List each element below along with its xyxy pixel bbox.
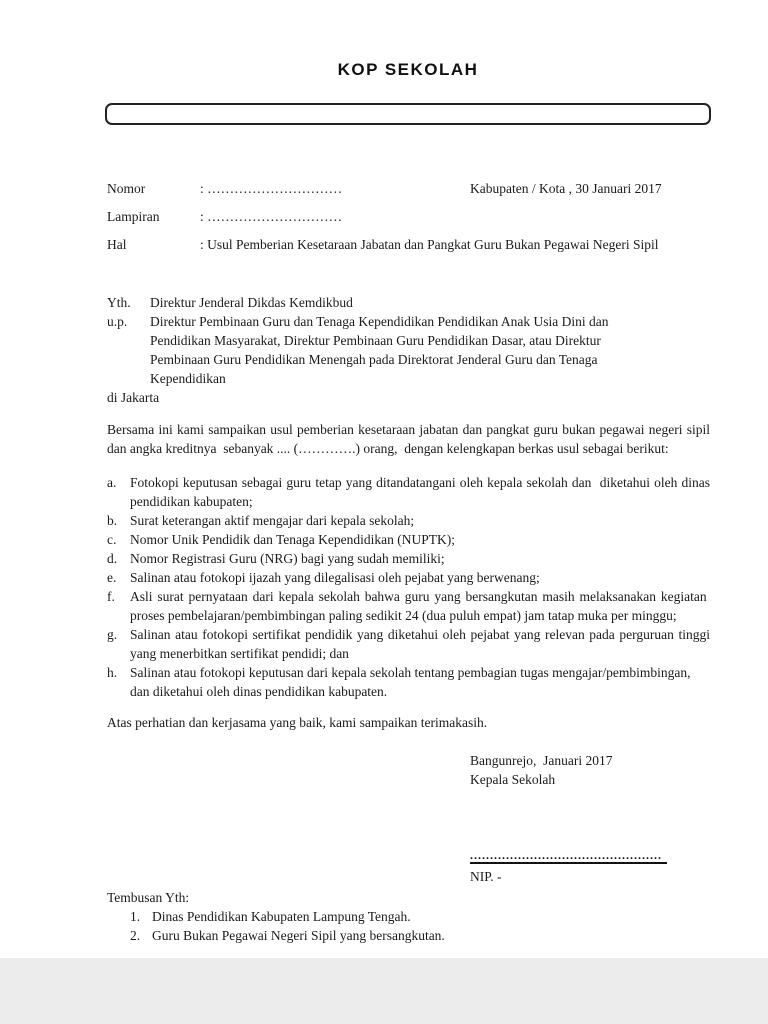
meta-label-lampiran: Lampiran [107, 209, 160, 224]
tembusan-item-text: Dinas Pendidikan Kabupaten Lampung Tengah. [152, 909, 411, 924]
yth-value: Direktur Jenderal Dikdas Kemdikbud [150, 295, 353, 310]
item-text: Nomor Registrasi Guru (NRG) bagi yang sudah memiliki; [130, 551, 445, 566]
item-letter: a. [107, 475, 117, 490]
yth-label: Yth. [107, 295, 131, 310]
tembusan-item-number: 2. [130, 928, 141, 943]
meta-value-nomor: : ………………………… [200, 181, 343, 196]
list-item [107, 568, 710, 587]
requirements-list [107, 473, 710, 701]
item-letter: d. [107, 551, 118, 566]
list-item [107, 625, 710, 663]
list-item [107, 587, 710, 625]
signature-place-date: Bangunrejo, Januari 2017 [470, 753, 613, 768]
signature-dotted-line: ................................................ [470, 849, 667, 864]
list-item [107, 473, 710, 511]
list-item [107, 663, 710, 701]
item-text: Salinan atau fotokopi keputusan dari kepala sekolah tentang pembagian tugas mengajar/pembimbingan, dan diketahui oleh dinas pendidikan kabupaten. [130, 665, 691, 699]
tembusan-item [107, 907, 710, 926]
page-bottom-gap [0, 958, 768, 1024]
tembusan-block [107, 888, 710, 945]
recipient-city: di Jakarta [107, 390, 160, 405]
closing-paragraph: Atas perhatian dan kerjasama yang baik, kami sampaikan terimakasih. [107, 715, 488, 730]
item-text: Nomor Unik Pendidik dan Tenaga Kependidikan (NUPTK); [130, 532, 455, 547]
item-letter: g. [107, 627, 118, 642]
item-letter: b. [107, 513, 118, 528]
item-text: Surat keterangan aktif mengajar dari kepala sekolah; [130, 513, 415, 528]
tembusan-item-number: 1. [130, 909, 141, 924]
recipient-up-row [107, 312, 710, 388]
meta-label-nomor: Nomor [107, 181, 146, 196]
signature-role: Kepala Sekolah [470, 772, 556, 787]
date-place: Kabupaten / Kota , 30 Januari 2017 [470, 181, 662, 196]
item-letter: f. [107, 589, 115, 604]
up-line: Pembinaan Guru Pendidikan Menengah pada Direktorat Jenderal Guru dan Tenaga [150, 352, 598, 367]
item-text: Salinan atau fotokopi sertifikat pendidik yang diketahui oleh pejabat yang relevan pada perguruan tinggi yang menerbitkan sertifikat pendidi; dan [130, 627, 710, 661]
list-item [107, 549, 710, 568]
item-letter: c. [107, 532, 117, 547]
item-letter: h. [107, 665, 118, 680]
letterhead-box [105, 103, 711, 125]
tembusan-item [107, 926, 710, 945]
meta-label-hal: Hal [107, 237, 127, 252]
item-text: Asli surat pernyataan dari kepala sekolah bahwa guru yang bersangkutan masih melaksanakan kegiatan proses pembelajaran/pembimbingan paling sedikit 24 (dua puluh empat) jam tatap muka per minggu; [130, 589, 710, 623]
up-label: u.p. [107, 314, 128, 329]
item-text: Fotokopi keputusan sebagai guru tetap yang ditandatangani oleh kepala sekolah dan diketahui oleh dinas pendidikan kabupaten; [130, 475, 710, 509]
signature-nip: NIP. - [470, 869, 502, 884]
up-lines [150, 312, 710, 388]
tembusan-heading: Tembusan Yth: [107, 890, 190, 905]
list-item [107, 511, 710, 530]
recipient-yth-row [107, 293, 710, 312]
meta-value-lampiran: : ………………………… [200, 209, 343, 224]
opening-paragraph: Bersama ini kami sampaikan usul pemberian kesetaraan jabatan dan pangkat guru bukan pegawai negeri sipil dan angka kreditnya sebanyak .... (………….) orang, dengan kelengkapan berkas usul sebagai berikut: [107, 422, 710, 456]
page-title: KOP SEKOLAH [337, 60, 479, 79]
item-text: Salinan atau fotokopi ijazah yang dilegalisasi oleh pejabat yang berwenang; [130, 570, 540, 585]
item-letter: e. [107, 570, 117, 585]
tembusan-item-text: Guru Bukan Pegawai Negeri Sipil yang bersangkutan. [152, 928, 445, 943]
up-line: Pendidikan Masyarakat, Direktur Pembinaan Guru Pendidikan Dasar, atau Direktur [150, 333, 601, 348]
up-line: Kependidikan [150, 371, 226, 386]
up-line: Direktur Pembinaan Guru dan Tenaga Kependidikan Pendidikan Anak Usia Dini dan [150, 314, 609, 329]
meta-value-hal: : Usul Pemberian Kesetaraan Jabatan dan Pangkat Guru Bukan Pegawai Negeri Sipil [200, 237, 659, 252]
recipient-block [107, 293, 710, 407]
list-item [107, 530, 710, 549]
